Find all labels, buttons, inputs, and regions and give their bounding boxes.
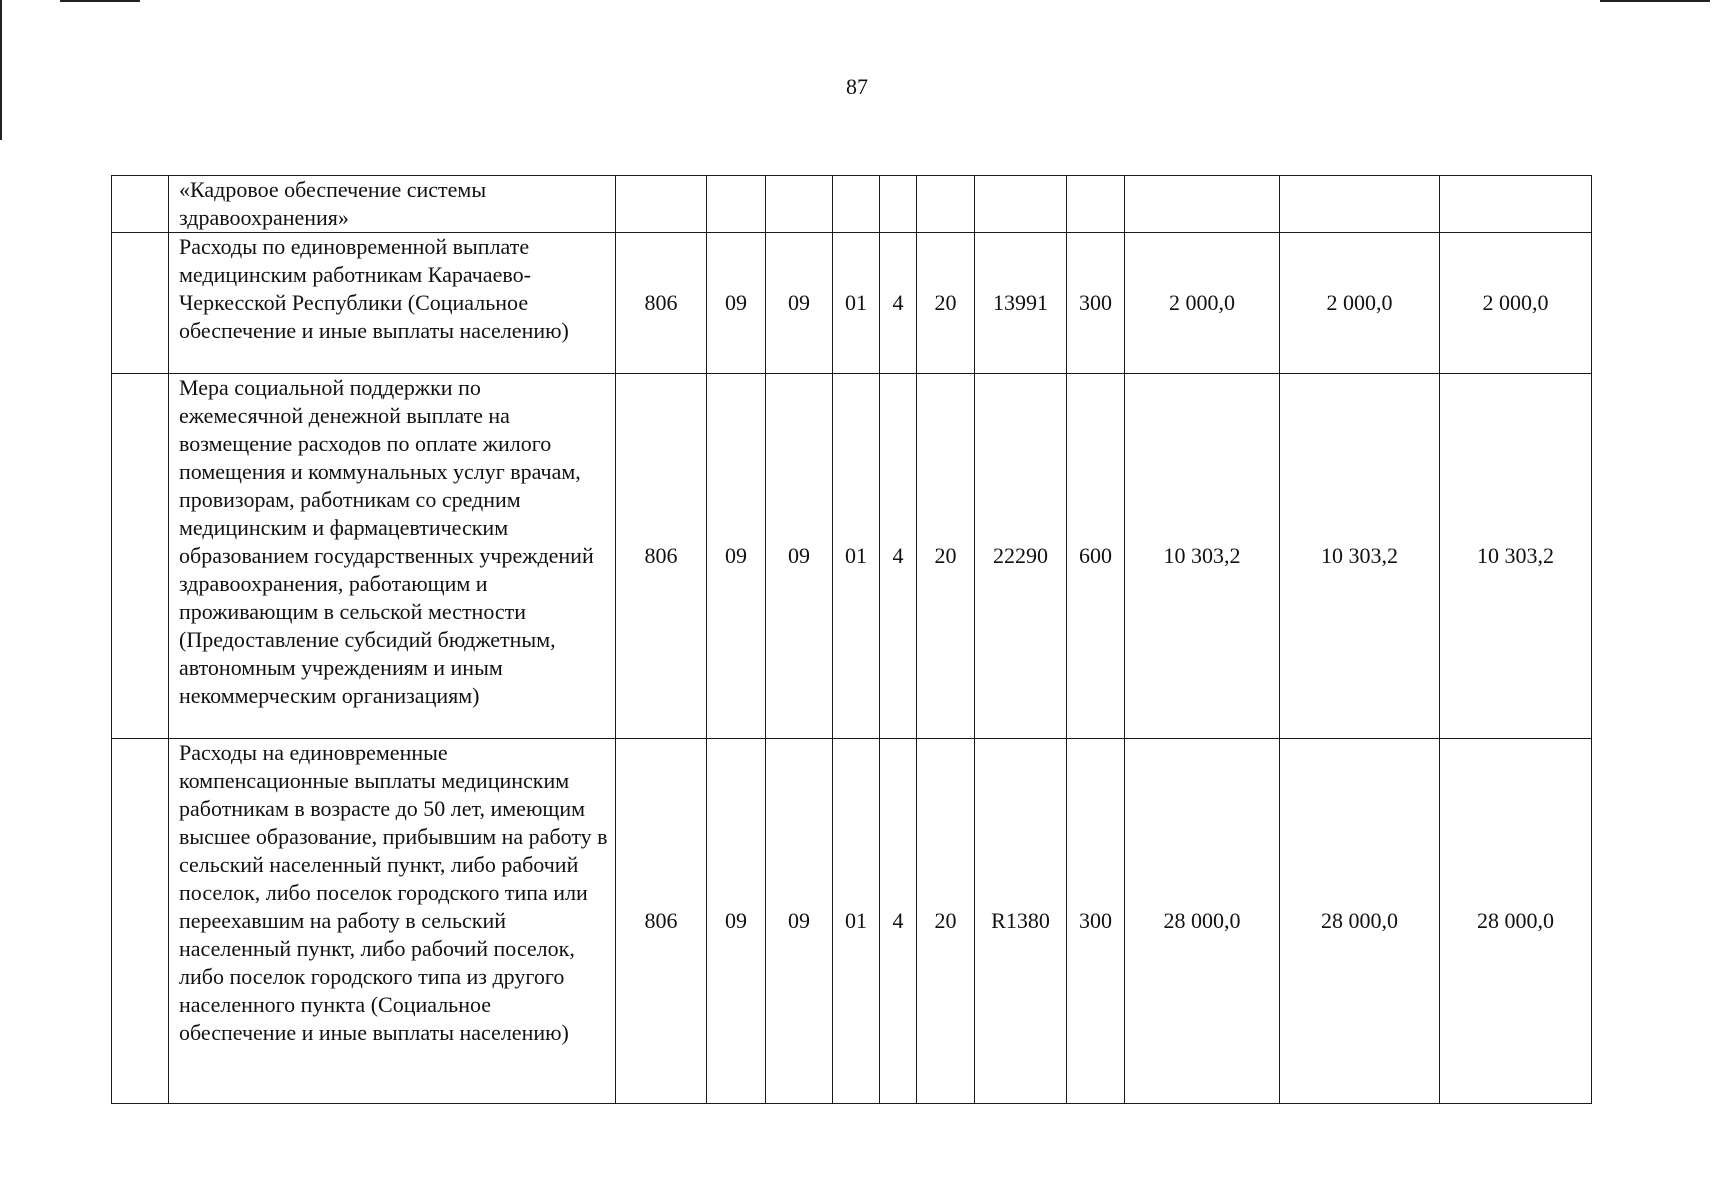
amount-cell: 28 000,0 <box>1125 739 1280 1104</box>
page-number: 87 <box>846 74 868 99</box>
scan-edge-top-right <box>1600 0 1710 2</box>
code-cell: 09 <box>766 374 833 739</box>
code-cell: 806 <box>616 374 707 739</box>
code-cell <box>707 176 766 233</box>
code-cell: 806 <box>616 739 707 1104</box>
code-cell: 01 <box>833 739 880 1104</box>
amount-cell: 2 000,0 <box>1280 233 1440 374</box>
amount-cell: 2 000,0 <box>1440 233 1592 374</box>
code-cell <box>616 176 707 233</box>
code-cell: 13991 <box>975 233 1067 374</box>
code-cell: 01 <box>833 233 880 374</box>
amount-cell <box>1440 176 1592 233</box>
table-row <box>112 739 1592 1104</box>
description-cell: Мера социальной поддержки по ежемесячной денежной выплате на возмещение расходов по оплате жилого помещения и коммунальных услуг врачам, провизорам, работникам со средним медицинским и фармацевтическим образованием государственных учреждений здравоохранения, работающим и проживающим в сельской местности (Предоставление субсидий бюджетным, автономным учреждениям и иным некоммерческим организациям) <box>169 374 616 739</box>
scan-edge-left <box>0 0 2 140</box>
amount-cell: 2 000,0 <box>1125 233 1280 374</box>
code-cell: 09 <box>766 233 833 374</box>
table-row <box>112 176 1592 233</box>
budget-table <box>111 175 1592 1104</box>
amount-cell: 10 303,2 <box>1280 374 1440 739</box>
code-cell: R1380 <box>975 739 1067 1104</box>
amount-cell <box>1125 176 1280 233</box>
code-cell <box>880 176 917 233</box>
code-cell: 300 <box>1067 739 1125 1104</box>
code-cell: 01 <box>833 374 880 739</box>
index-cell <box>112 739 169 1104</box>
code-cell: 4 <box>880 739 917 1104</box>
code-cell: 22290 <box>975 374 1067 739</box>
code-cell: 09 <box>707 374 766 739</box>
amount-cell: 28 000,0 <box>1280 739 1440 1104</box>
description-cell: Расходы по единовременной выплате медицинским работникам Карачаево-Черкесской Республики (Социальное обеспечение и иные выплаты населению) <box>169 233 616 374</box>
amount-cell: 10 303,2 <box>1440 374 1592 739</box>
table-row <box>112 233 1592 374</box>
code-cell: 600 <box>1067 374 1125 739</box>
index-cell <box>112 176 169 233</box>
code-cell: 4 <box>880 233 917 374</box>
code-cell: 20 <box>917 233 975 374</box>
code-cell <box>1067 176 1125 233</box>
code-cell <box>917 176 975 233</box>
amount-cell: 28 000,0 <box>1440 739 1592 1104</box>
code-cell <box>833 176 880 233</box>
code-cell: 300 <box>1067 233 1125 374</box>
code-cell <box>975 176 1067 233</box>
code-cell: 09 <box>707 739 766 1104</box>
index-cell <box>112 233 169 374</box>
table-row <box>112 374 1592 739</box>
amount-cell: 10 303,2 <box>1125 374 1280 739</box>
code-cell: 806 <box>616 233 707 374</box>
code-cell: 20 <box>917 374 975 739</box>
description-cell: «Кадровое обеспечение системы здравоохранения» <box>169 176 616 233</box>
description-cell: Расходы на единовременные компенсационные выплаты медицинским работникам в возрасте до 50 лет, имеющим высшее образование, прибывшим на работу в сельский населенный пункт, либо рабочий поселок, либо поселок городского типа или переехавшим на работу в сельский населенный пункт, либо рабочий поселок, либо поселок городского типа из другого населенного пункта (Социальное обеспечение и иные выплаты населению) <box>169 739 616 1104</box>
scan-edge-top <box>60 0 140 2</box>
code-cell <box>766 176 833 233</box>
amount-cell <box>1280 176 1440 233</box>
index-cell <box>112 374 169 739</box>
code-cell: 20 <box>917 739 975 1104</box>
code-cell: 4 <box>880 374 917 739</box>
code-cell: 09 <box>707 233 766 374</box>
code-cell: 09 <box>766 739 833 1104</box>
